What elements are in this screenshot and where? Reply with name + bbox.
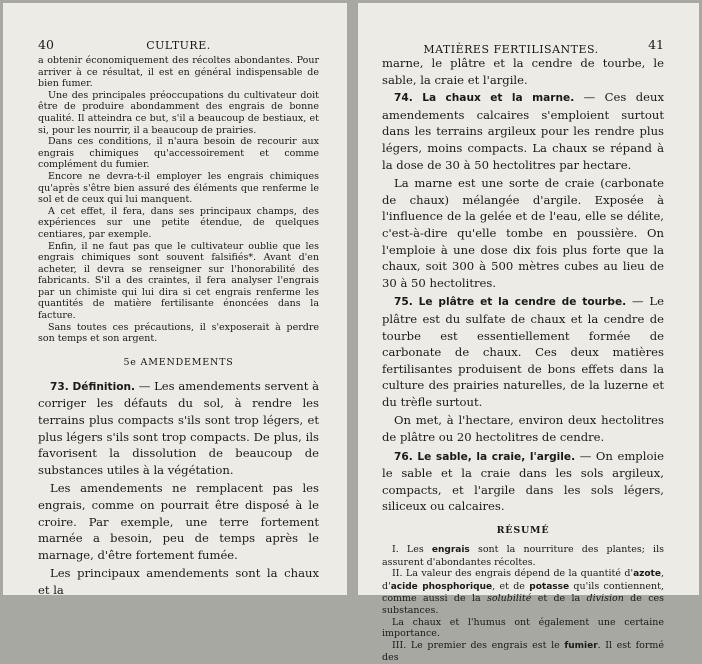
resume-item-1 — [382, 544, 664, 568]
right-page — [358, 3, 699, 664]
resume-text: , d' — [382, 568, 664, 592]
resume-text: sont la nourriture des plantes; ils assurent d'abondantes récoltes. — [382, 544, 664, 568]
running-head — [382, 39, 664, 55]
paragraph: Dans ces conditions, il n'aura besoin de recourir aux engrais chimiques qu'accessoirement et comme complément du fumier. — [38, 136, 319, 171]
body-text — [38, 55, 319, 345]
section-title: Le sable, la craie, l'argile. — [417, 450, 576, 463]
paragraph: On met, à l'hectare, environ deux hectolitres de plâtre ou 20 hectolitres de cendre. — [382, 413, 664, 445]
resume-item-2-extra: La chaux et l'humus ont également une certaine importance. — [382, 616, 664, 640]
section-title: Définition. — [72, 380, 136, 393]
resume-keyword: azote — [633, 569, 661, 580]
resume-text: I. Les — [392, 544, 432, 556]
paragraph: La marne est une sorte de craie (carbonate de chaux) mélangée d'argile. Exposée à l'influence de la gelée et de l'eau, elle se délite, c'est-à-dire qu'elle tombe en poussière. On l'emploie à une dose dix fois plus forte que la chaux, soit 300 à 500 mètres cubes au lieu de 30 à 50 hectolitres. — [382, 176, 664, 290]
paragraph: a obtenir économiquement des récoltes abondantes. Pour arriver à ce résultat, il est en général indispensable de bien fumer. — [38, 55, 319, 90]
paragraph: Une des principales préoccupations du cultivateur doit être de produire abondamment des engrais de bonne qualité. Il atteindra ce but, s'il a beaucoup de bestiaux, et si, pour les nourrir, il a beaucoup de prairies. — [38, 89, 319, 136]
page-number: 41 — [648, 37, 664, 52]
section-number: 73. — [50, 380, 69, 393]
section-number: 75. — [394, 296, 413, 309]
resume-text: qu'ils contiennent, comme aussi de la — [382, 580, 664, 605]
resume-text: . Il est formé des — [382, 639, 664, 664]
section-heading: 5e AMENDEMENTS — [123, 356, 234, 368]
section-75 — [382, 293, 664, 410]
definition-paragraph — [38, 378, 319, 479]
paragraph: Enfin, il ne faut pas que le cultivateur oublie que les engrais chimiques sont souvent falsifiés*. Avant d'en acheter, il devra se renseigner sur l'honorabilité des fabricants. S'il a des craintes, il fera analyser l'engrais par un chimiste qui lui dira si cet engrais renferme les quantités de matière fertilisante énoncées dans la facture. — [38, 240, 319, 322]
paragraph: A cet effet, il fera, dans ses principaux champs, des expériences sur une petite étendue, de quelques centiares, par exemple. — [38, 205, 319, 240]
paragraph: Encore ne devra-t-il employer les engrais chimiques qu'après s'être bien assuré des éléments que renferme le sol et de ceux qui lui manquent. — [38, 170, 319, 206]
resume-text: de ces substances. — [382, 593, 665, 616]
resume-emphasis: division — [586, 593, 624, 605]
section-title: Le plâtre et la cendre de tourbe. — [418, 296, 627, 309]
resume-keyword: engrais — [431, 545, 470, 556]
paragraph: marne, le plâtre et la cendre de tourbe, le sable, la craie et l'argile. — [382, 56, 664, 87]
paragraph: Les principaux amendements sont la chaux et la — [38, 566, 319, 597]
resume-text: III. Le premier des engrais est le — [392, 639, 565, 651]
section-text: — Ces deux amendements calcaires s'emploient surtout dans les terrains argileux pour les rendre plus légers, moins compacts. La chaux se répand à la dose de 30 à 50 hectolitres par hectare. — [382, 90, 665, 172]
section-text: — On emploie le sable et la craie dans les sols argileux, compacts, et l'argile dans les sols légers, siliceux ou calcaires. — [382, 448, 664, 514]
resume-item-2 — [382, 568, 664, 616]
resume-text: et de la — [531, 593, 587, 605]
left-page — [3, 3, 347, 595]
section-number: 74. — [394, 92, 413, 105]
page-number: 40 — [38, 37, 54, 52]
resume-keyword: fumier — [564, 640, 598, 651]
definition-text: — Les amendements servent à corriger les défauts du sol, à rendre les terrains plus compacts s'ils sont trop légers, et plus légers s'ils sont trop compacts. De plus, ils favorisent la dissolution de beaucoup de substances utiles à la végétation. — [38, 378, 320, 477]
paragraph: Les amendements ne remplacent pas les engrais, comme on pourrait être disposé à le croire. Par exemple, une terre fortement marnée a besoin, peu de temps après le marnage, d'être fortement fumée. — [38, 481, 319, 562]
section-text: — Le plâtre est du sulfate de chaux et la cendre de tourbe est essentiellement formée de carbonate de chaux. Ces deux matières fertilisantes produisent de bons effets dans la culture des prairies naturelles, de la luzerne et du trèfle surtout. — [382, 294, 664, 409]
resume-emphasis: solubilité — [486, 593, 532, 605]
resume-keyword: acide phosphorique — [390, 581, 493, 592]
paragraph: Sans toutes ces précautions, il s'exposerait à perdre son temps et son argent. — [38, 321, 319, 345]
resume-item-3 — [382, 640, 664, 664]
section-number: 76. — [394, 450, 413, 463]
section-76 — [382, 448, 664, 515]
section-title: La chaux et la marne. — [422, 92, 575, 105]
running-title: CULTURE. — [146, 39, 211, 52]
resume-heading: RÉSUMÉ — [496, 525, 550, 537]
section-74 — [382, 89, 664, 173]
resume-text: II. La valeur des engrais dépend de la quantité d' — [392, 568, 634, 580]
running-title: MATIÈRES FERTILISANTES. — [423, 43, 599, 56]
resume-keyword: potasse — [529, 581, 570, 592]
resume-text: , et de — [492, 580, 530, 592]
running-head — [38, 39, 319, 55]
